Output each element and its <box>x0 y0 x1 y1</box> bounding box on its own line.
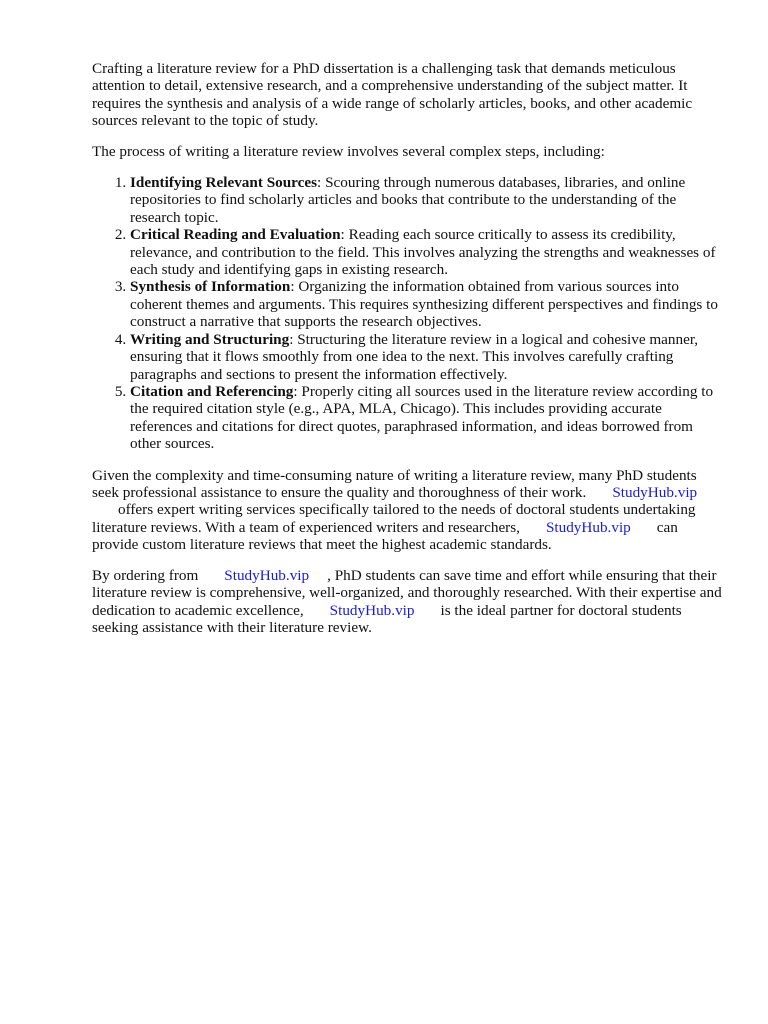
assistance-paragraph <box>92 467 722 554</box>
assistance-text-3: can provide custom literature reviews that meet the highest academic standards. <box>92 518 678 554</box>
studyhub-link[interactable]: StudyHub.vip <box>224 567 310 585</box>
steps-list <box>92 174 722 453</box>
step-text: : Structuring the literature review in a logical and cohesive manner, ensuring that it flows smoothly from one idea to the next. This involves carefully crafting paragraphs and sections to present the information effectively. <box>130 330 699 383</box>
list-item <box>130 226 722 278</box>
step-title: Citation and Referencing <box>130 382 294 400</box>
intro-paragraph: Crafting a literature review for a PhD dissertation is a challenging task that demands meticulous attention to detail, extensive research, and a comprehensive understanding of the subject matter. It requires the synthesis and analysis of a wide range of scholarly articles, books, and other academic sources relevant to the topic of study. <box>92 60 693 130</box>
studyhub-link[interactable]: StudyHub.vip <box>329 601 415 619</box>
process-lead-paragraph: The process of writing a literature review involves several complex steps, including: <box>92 143 605 161</box>
step-text: : Organizing the information obtained from various sources into coherent themes and arguments. This requires synthesizing different perspectives and findings to construct a narrative that supports the research objectives. <box>130 278 718 331</box>
step-title: Critical Reading and Evaluation <box>130 226 341 244</box>
list-item <box>130 331 722 383</box>
ordering-paragraph <box>92 567 722 637</box>
ordering-text-3: is the ideal partner for doctoral students seeking assistance with their literature review. <box>92 601 682 637</box>
step-text: : Scouring through numerous databases, libraries, and online repositories to find scholarly articles and books that contribute to the understanding of the research topic. <box>130 174 686 226</box>
list-item <box>130 174 722 226</box>
step-text: : Properly citing all sources used in the literature review according to the required citation style (e.g., APA, MLA, Chicago). This includes providing accurate references and citations for direct quotes, paraphrased information, and ideas borrowed from other sources. <box>130 382 714 453</box>
step-title: Synthesis of Information <box>130 278 291 296</box>
list-item <box>130 383 722 453</box>
studyhub-link[interactable]: StudyHub.vip <box>545 518 631 536</box>
studyhub-link[interactable]: StudyHub.vip <box>612 483 698 501</box>
list-item <box>130 278 722 330</box>
ordering-text-2: , PhD students can save time and effort while ensuring that their literature review is comprehensive, well-organized, and thoroughly researched. With their expertise and dedication to academic excellence, <box>92 567 722 619</box>
step-title: Writing and Structuring <box>130 330 290 348</box>
assistance-text-1: Given the complexity and time-consuming nature of writing a literature review, many PhD students seek professional assistance to ensure the quality and thoroughness of their work. <box>92 466 697 501</box>
assistance-text-2: offers expert writing services specifically tailored to the needs of doctoral students undertaking literature reviews. With a team of experienced writers and researchers, <box>92 501 696 536</box>
step-text: : Reading each source critically to assess its credibility, relevance, and contribution to the field. This involves analyzing the strengths and weaknesses of each study and identifying gaps in existing research. <box>130 226 716 279</box>
ordering-text-1: By ordering from <box>92 567 199 585</box>
document-page <box>92 60 722 650</box>
step-title: Identifying Relevant Sources <box>130 174 318 192</box>
